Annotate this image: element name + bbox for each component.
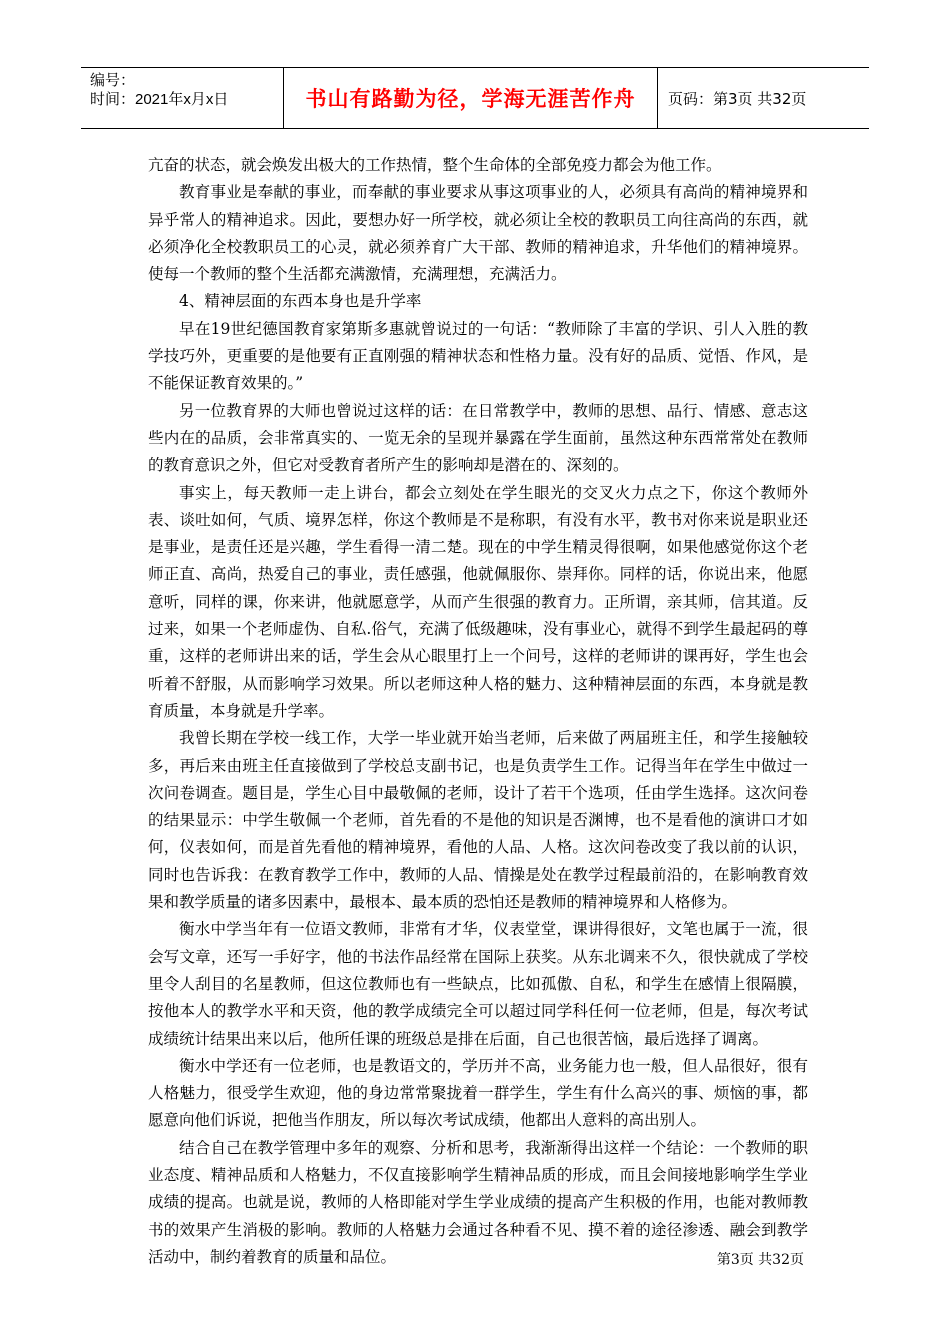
header-motto: 书山有路勤为径，学海无涯苦作舟 xyxy=(284,68,658,128)
paragraph: 衡水中学当年有一位语文教师，非常有才华，仪表堂堂，课讲得很好，文笔也属于一流，很会写文章，还写一手好字，他的书法作品经常在国际上获奖。从东北调来不久，很快就成了学校里令人刮目的名星教师，但这位教师也有一些缺点，比如孤傲、自私，和学生在感情上很隔膜，按他本人的教学水平和天资，他的教学成绩完全可以超过同学科任何一位老师，但是，每次考试成绩统计结果出来以后，他所任课的班级总是排在后面，自己也很苦恼，最后选择了调离。 xyxy=(148,920,808,1048)
section-heading: 4、精神层面的东西本身也是升学率 xyxy=(179,292,422,311)
paragraph: 教育事业是奉献的事业，而奉献的事业要求从事这项事业的人，必须具有高尚的精神境界和异乎常人的精神追求。因此，要想办好一所学校，就必须让全校的教职员工向往高尚的东西，就必须净化全校教职员工的心灵，就必须养育广大干部、教师的精神追求，升华他们的精神境界。使每一个教师的整个生活都充满激情，充满理想，充满活力。 xyxy=(148,183,808,284)
document-time-label: 时间：2021年x月x日 xyxy=(90,91,229,108)
paragraph: 我曾长期在学校一线工作，大学一毕业就开始当老师，后来做了两届班主任，和学生接触较多，再后来由班主任直接做到了学校总支副书记，也是负责学生工作。记得当年在学生中做过一次问卷调查。题目是，学生心目中最敬佩的老师，设计了若干个选项，任由学生选择。这次问卷的结果显示：中学生敬佩一个老师，首先看的不是他的知识是否渊博，也不是看他的演讲口才如何，仪表如何，而是首先看他的精神境界，看他的人品、人格。这次问卷改变了我以前的认识，同时也告诉我：在教育教学工作中，教师的人品、情操是处在教学过程最前沿的，在影响教育效果和教学质量的诸多因素中，最根本、最本质的恐怕还是教师的精神境界和人格修为。 xyxy=(148,729,808,912)
header-page-number: 页码：第3页 共32页 xyxy=(668,89,807,108)
paragraph: 另一位教育界的大师也曾说过这样的话：在日常教学中，教师的思想、品行、情感、意志这些内在的品质，会非常真实的、一览无余的呈现并暴露在学生面前，虽然这种东西常常处在教师的教育意识之外，但它对受教育者所产生的影响却是潜在的、深刻的。 xyxy=(148,401,808,475)
document-body xyxy=(148,152,808,1271)
paragraph: 结合自己在教学管理中多年的观察、分析和思考，我渐渐得出这样一个结论：一个教师的职业态度、精神品质和人格魅力，不仅直接影响学生精神品质的形成，而且会间接地影响学生学业成绩的提高。也就是说，教师的人格即能对学生学业成绩的提高产生积极的作用，也能对教师教书的效果产生消极的影响。教师的人格魅力会通过各种看不见、摸不着的途径渗透、融会到教学活动中，制约着教育的质量和品位。 xyxy=(148,1138,808,1266)
document-number-label: 编号： xyxy=(90,72,136,89)
header-meta xyxy=(81,68,284,128)
paragraph: 早在19世纪德国教育家第斯多惠就曾说过的一句话：“教师除了丰富的学识、引人入胜的教学技巧外，更重要的是他要有正直刚强的精神状态和性格力量。没有好的品质、觉悟、作风，是不能保证教育效果的。” xyxy=(148,319,808,393)
paragraph: 事实上，每天教师一走上讲台，都会立刻处在学生眼光的交叉火力点之下，你这个教师外表、谈吐如何，气质、境界怎样，你这个教师是不是称职，有没有水平，教书对你来说是职业还是事业，是责任还是兴趣，学生看得一清二楚。现在的中学生精灵得很啊，如果他感觉你这个老师正直、高尚，热爱自己的事业，责任感强，他就佩服你、崇拜你。同样的话，你说出来，他愿意听，同样的课，你来讲，他就愿意学，从而产生很强的教育力。正所谓，亲其师，信其道。反过来，如果一个老师虚伪、自私.俗气，充满了低级趣味，没有事业心，就得不到学生最起码的尊重，这样的老师讲出来的话，学生会从心眼里打上一个问号，这样的老师讲的课再好，学生也会听着不舒服，从而影响学习效果。所以老师这种人格的魅力、这种精神层面的东西，本身就是教育质量，本身就是升学率。 xyxy=(148,483,808,720)
paragraph: 衡水中学还有一位老师，也是教语文的，学历并不高，业务能力也一般，但人品很好，很有人格魅力，很受学生欢迎，他的身边常常聚拢着一群学生，学生有什么高兴的事、烦恼的事，都愿意向他们诉说，把他当作朋友，所以每次考试成绩，他都出人意料的高出别人。 xyxy=(148,1056,808,1130)
page-header xyxy=(81,67,869,129)
paragraph: 亢奋的状态，就会焕发出极大的工作热情，整个生命体的全部免疫力都会为他工作。 xyxy=(148,156,722,174)
page-footer: 第3页 共32页 xyxy=(716,1252,804,1268)
